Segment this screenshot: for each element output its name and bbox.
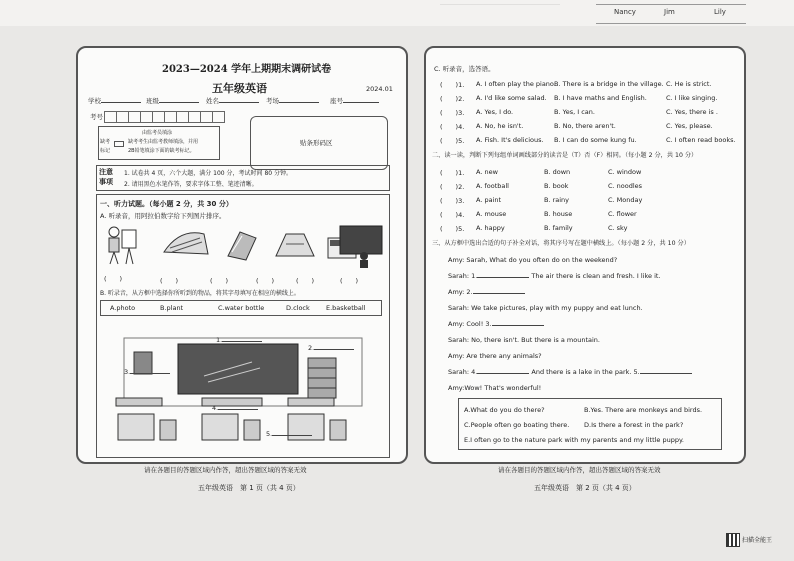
nameplate-picture	[276, 234, 314, 256]
word-3-c: C. Monday	[608, 196, 643, 204]
word-row-4: ( )4.	[440, 211, 465, 219]
name-nancy: Nancy	[614, 8, 636, 16]
c-row-1: ( )1.	[440, 81, 465, 89]
answer-blank-1[interactable]	[477, 277, 529, 278]
word-5-b: B. family	[544, 224, 573, 232]
option-c: C.water bottle	[218, 304, 265, 312]
c-row-1-c[interactable]: C. He is strict.	[666, 80, 712, 88]
scanner-qr-icon	[726, 533, 740, 547]
word-row-1: ( )1.	[440, 169, 465, 177]
absent-line-1: 缺考考生由监考教师填涂，并用	[128, 139, 199, 145]
dialog-line-2: Sarah: 1. The air there is clean and fresh. I like it.	[448, 272, 661, 280]
dialog-line-7: Amy: Are there any animals?	[448, 352, 542, 360]
c-row-2-a[interactable]: A. I'd like some salad.	[476, 94, 547, 102]
word-5-a: A. happy	[476, 224, 505, 232]
c-row-3-a[interactable]: A. Yes, I do.	[476, 108, 514, 116]
blackboard	[178, 344, 298, 394]
c-row-3: ( )3.	[440, 109, 465, 117]
blank-4[interactable]: 4.	[212, 404, 258, 412]
blank-2[interactable]: 2.	[308, 344, 354, 352]
exam-subtitle: 五年级英语	[212, 82, 267, 95]
picture-bracket-5[interactable]: ( )	[296, 277, 315, 285]
storybook-picture	[228, 232, 256, 260]
choice-d: D.Is there a forest in the park?	[584, 421, 684, 429]
info-seat: 座号	[330, 96, 379, 105]
part-a-pictures	[100, 222, 384, 268]
word-row-2: ( )2.	[440, 183, 465, 191]
answer-blank-4[interactable]	[477, 373, 529, 374]
word-row-5: ( )5.	[440, 225, 465, 233]
c-row-1-b[interactable]: B. There is a bridge in the village.	[554, 80, 664, 88]
word-4-b: B. house	[544, 210, 573, 218]
info-name: 姓名	[206, 96, 259, 105]
picture-bracket-4[interactable]: ( )	[256, 277, 275, 285]
word-4-a: A. mouse	[476, 210, 507, 218]
answer-blank-2[interactable]	[473, 293, 525, 294]
hand-writing-picture	[164, 233, 208, 254]
girl-drawing-picture	[109, 227, 136, 264]
name-lily: Lily	[714, 8, 726, 16]
word-5-c: C. sky	[608, 224, 628, 232]
part-b-instruction: B. 听录音，从方框中选择你所听到的物品，将其字母填写在相应的横线上。	[100, 290, 300, 297]
part-c-title: C. 听录音，选答语。	[434, 65, 495, 73]
dialog-line-1: Amy: Sarah, What do you often do on the weekend?	[448, 256, 618, 264]
dialog-line-8: Sarah: 4. And there is a lake in the park. 5.	[448, 368, 692, 376]
page-1-footer-note: 请在各题目的答题区域内作答，超出答题区域的答案无效	[144, 466, 307, 474]
picture-bracket-3[interactable]: ( )	[210, 277, 229, 285]
c-row-2-b[interactable]: B. I have maths and English.	[554, 94, 647, 102]
c-row-3-c[interactable]: C. Yes, there is .	[666, 108, 718, 116]
info-room: 考场	[266, 96, 319, 105]
notice-1: 1. 试卷共 4 页，六个大题，满分 100 分，考试时间 80 分钟。	[124, 170, 292, 177]
c-row-2-c[interactable]: C. I like singing.	[666, 94, 718, 102]
c-row-4: ( )4.	[440, 123, 465, 131]
barcode-label: 贴条形码区	[300, 139, 333, 147]
notice-2: 2. 请用黑色水笔作答，要求字体工整、笔迹清晰。	[124, 181, 258, 188]
info-class: 班级	[146, 96, 199, 105]
blank-3[interactable]: 3.	[124, 368, 170, 376]
word-4-c: C. flower	[608, 210, 637, 218]
page-2-footer: 五年级英语 第 2 页（共 4 页）	[534, 484, 636, 492]
dialog-line-3: Amy: 2.	[448, 288, 525, 296]
faint-text: ……………………………………………………	[440, 0, 560, 7]
picture-bracket-1[interactable]: ( )	[104, 275, 123, 283]
word-1-c: C. window	[608, 168, 642, 176]
dialog-line-5: Amy: Cool! 3.	[448, 320, 544, 328]
section-1-title: 一、听力试题。（每小题 2 分，共 30 分）	[100, 200, 233, 208]
absent-mark-box[interactable]	[114, 141, 124, 147]
c-row-5-b[interactable]: B. I can do some kung fu.	[554, 136, 637, 144]
absent-side-2: 标记	[100, 148, 111, 154]
dialog-line-4: Sarah: We take pictures, play with my puppy and eat lunch.	[448, 304, 643, 312]
name-jim: Jim	[664, 8, 675, 16]
absent-side-1: 缺考	[100, 139, 111, 145]
top-strip	[0, 0, 794, 26]
exam-date: 2024.01	[366, 85, 393, 93]
exam-no-cell[interactable]	[212, 111, 225, 123]
c-row-4-c[interactable]: C. Yes, please.	[666, 122, 713, 130]
teacher-blackboard-picture	[340, 226, 382, 268]
scanner-badge: 扫描全能王	[742, 537, 773, 544]
word-1-b: B. down	[544, 168, 571, 176]
choice-a: A.What do you do there?	[464, 406, 545, 414]
c-row-4-b[interactable]: B. No, there aren't.	[554, 122, 616, 130]
choice-c: C.People often go boating there.	[464, 421, 570, 429]
section-3-title: 三、从方框中选出合适的句子补全对话，将其序号写在题中横线上。（每小题 2 分，共 10 分）	[432, 240, 690, 247]
word-3-b: B. rainy	[544, 196, 570, 204]
page-1-footer: 五年级英语 第 1 页（共 4 页）	[198, 484, 300, 492]
exam-no-label: 考号	[90, 113, 103, 121]
option-a: A.photo	[110, 304, 136, 312]
c-row-5-c[interactable]: C. I often read books.	[666, 136, 736, 144]
choice-e: E.I often go to the nature park with my parents and my little puppy.	[464, 436, 684, 444]
info-school: 学校	[88, 96, 141, 105]
word-3-a: A. paint	[476, 196, 502, 204]
dialog-line-9: Amy:Wow! That's wonderful!	[448, 384, 542, 392]
option-e: E.basketball	[326, 304, 366, 312]
c-row-4-a[interactable]: A. No, he isn't.	[476, 122, 524, 130]
blank-1[interactable]: 1.	[216, 336, 262, 344]
exam-title: 2023—2024 学年上期期末调研试卷	[162, 64, 332, 75]
c-row-2: ( )2.	[440, 95, 465, 103]
word-row-3: ( )3.	[440, 197, 465, 205]
absent-title: 由监考员填涂	[142, 130, 173, 136]
word-2-b: B. book	[544, 182, 569, 190]
absent-line-2: 2B铅笔填涂下面的缺考标记。	[128, 148, 195, 154]
answer-blank-5[interactable]	[640, 373, 692, 374]
notice-label-1: 注意	[99, 168, 113, 176]
notice-label-2: 事项	[99, 178, 113, 186]
c-row-5: ( )5.	[440, 137, 465, 145]
c-row-3-b[interactable]: B. Yes, I can.	[554, 108, 595, 116]
name-table	[596, 4, 746, 24]
word-1-a: A. new	[476, 168, 498, 176]
blank-5[interactable]: 5.	[266, 430, 312, 438]
word-2-a: A. football	[476, 182, 509, 190]
word-2-c: C. noodles	[608, 182, 643, 190]
answer-blank-3[interactable]	[492, 325, 544, 326]
option-d: D.clock	[286, 304, 310, 312]
picture-bracket-2[interactable]: ( )	[160, 277, 179, 285]
c-row-5-a[interactable]: A. Fish. It's delicious.	[476, 136, 544, 144]
part-a-instruction: A. 听录音，用阿拉伯数字给下列图片排序。	[100, 212, 226, 220]
c-row-1-a[interactable]: A. I often play the piano.	[476, 80, 556, 88]
picture-bracket-6[interactable]: ( )	[340, 277, 359, 285]
option-b: B.plant	[160, 304, 184, 312]
section-2-title: 二、读一读，判断下列每组单词画线部分的读音是（T）否（F）相同。（每小题 2 分，共 10 分）	[432, 152, 698, 159]
dialog-line-6: Sarah: No, there isn't. But there is a mountain.	[448, 336, 600, 344]
page-2-footer-note: 请在各题目的答题区域内作答，超出答题区域的答案无效	[498, 466, 661, 474]
choice-b: B.Yes. There are monkeys and birds.	[584, 406, 703, 414]
